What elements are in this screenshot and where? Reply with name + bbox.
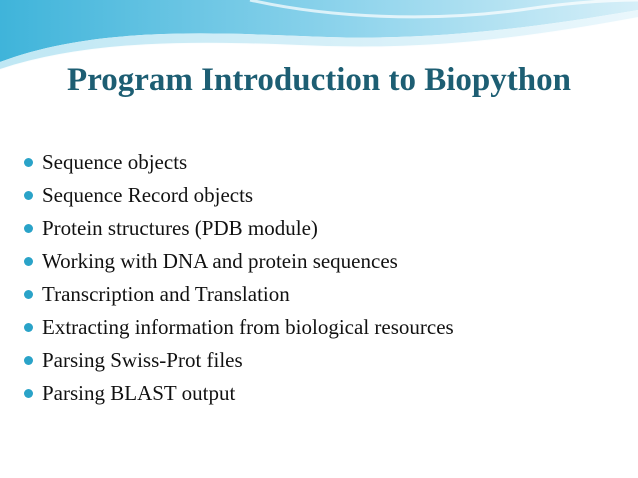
list-item-text: Parsing Swiss-Prot files bbox=[42, 348, 243, 372]
slide-title: Program Introduction to Biopython bbox=[67, 62, 571, 98]
bullet-dot-icon bbox=[24, 389, 33, 398]
bullet-dot-icon bbox=[24, 323, 33, 332]
bullet-dot-icon bbox=[24, 356, 33, 365]
list-item bbox=[24, 212, 454, 245]
list-item bbox=[24, 245, 454, 278]
list-item bbox=[24, 344, 454, 377]
bullet-dot-icon bbox=[24, 257, 33, 266]
list-item-text: Extracting information from biological resources bbox=[42, 315, 454, 339]
list-item bbox=[24, 311, 454, 344]
bullet-dot-icon bbox=[24, 158, 33, 167]
bullet-list bbox=[24, 146, 454, 410]
list-item-text: Parsing BLAST output bbox=[42, 381, 236, 405]
list-item-text: Working with DNA and protein sequences bbox=[42, 249, 398, 273]
list-item-text: Transcription and Translation bbox=[42, 282, 290, 306]
list-item-text: Sequence Record objects bbox=[42, 183, 254, 207]
bullet-dot-icon bbox=[24, 224, 33, 233]
list-item bbox=[24, 278, 454, 311]
list-item-text: Sequence objects bbox=[42, 150, 188, 174]
list-item bbox=[24, 377, 454, 410]
list-item-text: Protein structures (PDB module) bbox=[42, 216, 318, 240]
bullet-dot-icon bbox=[24, 191, 33, 200]
list-item bbox=[24, 146, 454, 179]
list-item bbox=[24, 179, 454, 212]
bullet-dot-icon bbox=[24, 290, 33, 299]
